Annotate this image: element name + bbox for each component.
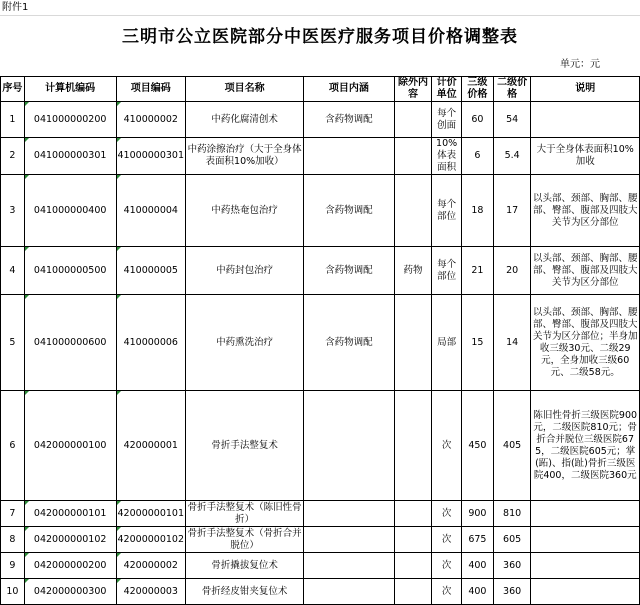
cell-level2-price[interactable]: 605 bbox=[493, 527, 531, 553]
cell-level2-price[interactable]: 14 bbox=[493, 295, 531, 391]
cell-level3-price[interactable]: 675 bbox=[461, 527, 493, 553]
cell-computer-code[interactable]: 042000000200 bbox=[24, 553, 116, 579]
cell-level3-price[interactable]: 18 bbox=[461, 175, 493, 247]
cell-level2-price[interactable]: 5.4 bbox=[493, 138, 531, 175]
cell-item-content[interactable] bbox=[304, 391, 395, 501]
cell-item-code[interactable]: 420000003 bbox=[116, 579, 186, 605]
header-seq[interactable]: 序号 bbox=[1, 77, 25, 102]
cell-excluded[interactable] bbox=[394, 501, 432, 527]
cell-level3-price[interactable]: 21 bbox=[461, 247, 493, 295]
cell-item-code[interactable]: 410000006 bbox=[116, 295, 186, 391]
cell-notes[interactable]: 大于全身体表面积10%加收 bbox=[531, 138, 640, 175]
cell-unit[interactable]: 局部 bbox=[432, 295, 462, 391]
cell-notes[interactable] bbox=[531, 579, 640, 605]
cell-seq[interactable]: 4 bbox=[1, 247, 25, 295]
header-unit[interactable]: 计价单位 bbox=[432, 77, 462, 102]
divider bbox=[0, 15, 640, 16]
cell-item-content[interactable]: 含药物调配 bbox=[304, 295, 395, 391]
header-level3-price[interactable]: 三级价格 bbox=[461, 77, 493, 102]
cell-item-content[interactable] bbox=[304, 579, 395, 605]
cell-item-name[interactable]: 骨折手法整复术 bbox=[186, 391, 304, 501]
cell-level2-price[interactable]: 810 bbox=[493, 501, 531, 527]
cell-item-content[interactable]: 含药物调配 bbox=[304, 175, 395, 247]
table-row bbox=[1, 295, 640, 391]
header-item-content[interactable]: 项目内涵 bbox=[304, 77, 395, 102]
cell-item-code[interactable]: 42000000102 bbox=[116, 527, 186, 553]
table-row bbox=[1, 579, 640, 605]
header-notes[interactable]: 说明 bbox=[531, 77, 640, 102]
header-item-name[interactable]: 项目名称 bbox=[186, 77, 304, 102]
cell-seq[interactable]: 5 bbox=[1, 295, 25, 391]
table-row bbox=[1, 553, 640, 579]
cell-excluded[interactable] bbox=[394, 102, 432, 138]
cell-level3-price[interactable]: 400 bbox=[461, 553, 493, 579]
cell-item-name[interactable]: 中药热奄包治疗 bbox=[186, 175, 304, 247]
cell-item-name[interactable]: 中药化腐清创术 bbox=[186, 102, 304, 138]
cell-item-name[interactable]: 中药熏洗治疗 bbox=[186, 295, 304, 391]
cell-level2-price[interactable]: 54 bbox=[493, 102, 531, 138]
cell-item-content[interactable] bbox=[304, 138, 395, 175]
cell-computer-code[interactable]: 041000000500 bbox=[24, 247, 116, 295]
cell-level3-price[interactable]: 6 bbox=[461, 138, 493, 175]
cell-level3-price[interactable]: 450 bbox=[461, 391, 493, 501]
cell-unit[interactable]: 10%体表面积 bbox=[432, 138, 462, 175]
cell-item-name[interactable]: 骨折撬拔复位术 bbox=[186, 553, 304, 579]
cell-computer-code[interactable]: 042000000100 bbox=[24, 391, 116, 501]
cell-item-name[interactable]: 中药封包治疗 bbox=[186, 247, 304, 295]
cell-item-content[interactable] bbox=[304, 553, 395, 579]
page-title: 三明市公立医院部分中医医疗服务项目价格调整表 bbox=[122, 27, 518, 47]
header-row bbox=[1, 77, 640, 102]
cell-seq[interactable]: 8 bbox=[1, 527, 25, 553]
table-row bbox=[1, 175, 640, 247]
unit-label: 单元：元 bbox=[560, 59, 600, 70]
table-row bbox=[1, 102, 640, 138]
cell-item-code[interactable]: 410000005 bbox=[116, 247, 186, 295]
header-level2-price[interactable]: 二级价格 bbox=[493, 77, 531, 102]
cell-level2-price[interactable]: 20 bbox=[493, 247, 531, 295]
cell-computer-code[interactable]: 042000000101 bbox=[24, 501, 116, 527]
cell-item-content[interactable]: 含药物调配 bbox=[304, 247, 395, 295]
cell-excluded[interactable] bbox=[394, 138, 432, 175]
cell-seq[interactable]: 1 bbox=[1, 102, 25, 138]
cell-seq[interactable]: 3 bbox=[1, 175, 25, 247]
cell-item-code[interactable]: 420000001 bbox=[116, 391, 186, 501]
cell-item-code[interactable]: 41000000301 bbox=[116, 138, 186, 175]
cell-computer-code[interactable]: 042000000300 bbox=[24, 579, 116, 605]
cell-unit[interactable]: 每个创面 bbox=[432, 102, 462, 138]
cell-item-code[interactable]: 410000004 bbox=[116, 175, 186, 247]
cell-item-code[interactable]: 410000002 bbox=[116, 102, 186, 138]
cell-excluded[interactable] bbox=[394, 175, 432, 247]
table-row bbox=[1, 527, 640, 553]
cell-excluded[interactable] bbox=[394, 553, 432, 579]
cell-computer-code[interactable]: 041000000600 bbox=[24, 295, 116, 391]
cell-level3-price[interactable]: 60 bbox=[461, 102, 493, 138]
cell-item-content[interactable] bbox=[304, 501, 395, 527]
cell-unit[interactable]: 次 bbox=[432, 579, 462, 605]
cell-unit[interactable]: 每个部位 bbox=[432, 175, 462, 247]
header-computer-code[interactable]: 计算机编码 bbox=[24, 77, 116, 102]
cell-notes[interactable]: 以头部、颈部、胸部、腰部、臀部、腹部及四肢大关节为区分部位 bbox=[531, 175, 640, 247]
cell-item-name[interactable]: 骨折经皮钳夹复位术 bbox=[186, 579, 304, 605]
cell-level3-price[interactable]: 400 bbox=[461, 579, 493, 605]
cell-item-content[interactable] bbox=[304, 527, 395, 553]
table-row bbox=[1, 138, 640, 175]
cell-level2-price[interactable]: 405 bbox=[493, 391, 531, 501]
cell-computer-code[interactable]: 041000000301 bbox=[24, 138, 116, 175]
cell-seq[interactable]: 7 bbox=[1, 501, 25, 527]
cell-excluded[interactable] bbox=[394, 527, 432, 553]
cell-computer-code[interactable]: 041000000400 bbox=[24, 175, 116, 247]
cell-item-code[interactable]: 420000002 bbox=[116, 553, 186, 579]
cell-level2-price[interactable]: 360 bbox=[493, 553, 531, 579]
cell-unit[interactable]: 次 bbox=[432, 501, 462, 527]
cell-notes[interactable] bbox=[531, 553, 640, 579]
cell-item-name[interactable]: 骨折手法整复术（骨折合并脱位） bbox=[186, 527, 304, 553]
cell-seq[interactable]: 6 bbox=[1, 391, 25, 501]
cell-notes[interactable]: 以头部、颈部、胸部、腰部、臀部、腹部及四肢大关节为区分部位 bbox=[531, 247, 640, 295]
cell-unit[interactable]: 每个部位 bbox=[432, 247, 462, 295]
cell-excluded[interactable] bbox=[394, 391, 432, 501]
cell-notes[interactable]: 陈旧性骨折三级医院900元，二级医院810元；骨折合并脱位三级医院675，二级医院605元；掌(跖)、指(趾)骨折三级医院400，二级医院360元 bbox=[531, 391, 640, 501]
header-excluded[interactable]: 除外内容 bbox=[394, 77, 432, 102]
attachment-label: 附件1 bbox=[2, 2, 29, 13]
cell-excluded[interactable]: 药物 bbox=[394, 247, 432, 295]
table-row bbox=[1, 247, 640, 295]
cell-unit[interactable]: 次 bbox=[432, 553, 462, 579]
cell-item-code[interactable]: 42000000101 bbox=[116, 501, 186, 527]
cell-level2-price[interactable]: 17 bbox=[493, 175, 531, 247]
cell-unit[interactable]: 次 bbox=[432, 527, 462, 553]
table-body bbox=[1, 102, 640, 605]
cell-level3-price[interactable]: 900 bbox=[461, 501, 493, 527]
cell-unit[interactable]: 次 bbox=[432, 391, 462, 501]
cell-computer-code[interactable]: 042000000102 bbox=[24, 527, 116, 553]
table-row bbox=[1, 391, 640, 501]
header-item-code[interactable]: 项目编码 bbox=[116, 77, 186, 102]
cell-seq[interactable]: 9 bbox=[1, 553, 25, 579]
price-table bbox=[0, 76, 640, 605]
cell-notes[interactable] bbox=[531, 102, 640, 138]
cell-item-name[interactable]: 中药涂擦治疗（大于全身体表面积10%加收） bbox=[186, 138, 304, 175]
cell-seq[interactable]: 2 bbox=[1, 138, 25, 175]
cell-notes[interactable]: 以头部、颈部、胸部、腰部、臀部、腹部及四肢大关节为区分部位；半身加收三级30元、二级29元，全身加收三级60元、二级58元。 bbox=[531, 295, 640, 391]
cell-excluded[interactable] bbox=[394, 579, 432, 605]
cell-item-content[interactable]: 含药物调配 bbox=[304, 102, 395, 138]
cell-level2-price[interactable]: 360 bbox=[493, 579, 531, 605]
cell-notes[interactable] bbox=[531, 527, 640, 553]
cell-level3-price[interactable]: 15 bbox=[461, 295, 493, 391]
cell-seq[interactable]: 10 bbox=[1, 579, 25, 605]
cell-excluded[interactable] bbox=[394, 295, 432, 391]
cell-item-name[interactable]: 骨折手法整复术（陈旧性骨折） bbox=[186, 501, 304, 527]
cell-computer-code[interactable]: 041000000200 bbox=[24, 102, 116, 138]
cell-notes[interactable] bbox=[531, 501, 640, 527]
table-row bbox=[1, 501, 640, 527]
